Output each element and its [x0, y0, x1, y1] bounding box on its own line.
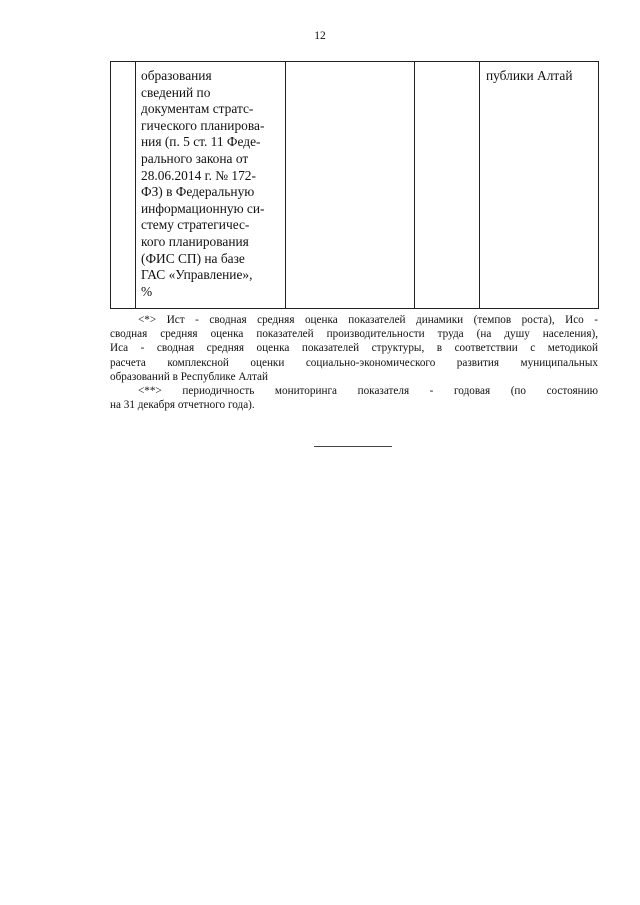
table-row [111, 62, 599, 309]
footnote-2-line: <**> периодичность мониторинга показателя - годовая (по состоянию [138, 385, 598, 398]
indicator-text-line: ния (п. 5 ст. 11 Феде- [141, 134, 261, 150]
indicator-text-line: кого планирования [141, 233, 249, 249]
indicator-text-line: % [141, 283, 153, 299]
table-cell-indicator [136, 62, 286, 309]
footnote-2-line: на 31 декабря отчетного года). [110, 399, 255, 412]
table-cell-number [111, 62, 136, 309]
footnote-1-line: сводная средняя оценка показателей производительности труда (на душу населения), [110, 328, 598, 341]
indicator-text-line: образования [141, 68, 212, 83]
table-cell-source [480, 62, 599, 309]
indicator-text-line: (ФИС СП) на базе [141, 250, 245, 266]
indicator-text-line: ФЗ) в Федеральную [141, 184, 255, 200]
page-number: 12 [314, 30, 326, 42]
indicator-text-line: документам стратс- [141, 101, 254, 117]
indicator-text-line: 28.06.2014 г. № 172- [141, 167, 256, 183]
indicator-text-line: сведений по [141, 84, 211, 100]
footnote-1-line: расчета комплексной оценки социально-экономического развития муниципальных [110, 356, 598, 369]
indicator-table [110, 61, 599, 309]
indicator-text-line: ГАС «Управление», [141, 267, 253, 283]
footnote-1-line: <*> Ист - сводная средняя оценка показателей динамики (темпов роста), Исо - [138, 314, 598, 326]
source-text: публики Алтай [486, 68, 573, 83]
footnote-1-line: Иса - сводная средняя оценка показателей структуры, в соответствии с методикой [110, 342, 598, 355]
indicator-text-line: стему стратегичес- [141, 217, 250, 233]
table-cell-empty [415, 62, 480, 309]
indicator-text [136, 62, 285, 308]
separator-line [314, 446, 392, 447]
table-cell-empty [286, 62, 415, 309]
indicator-text-line: гического планирова- [141, 117, 265, 133]
indicator-text-line: информационную си- [141, 200, 265, 216]
footnote-1-line: образований в Республике Алтай [110, 370, 268, 383]
footnotes [110, 313, 598, 412]
indicator-text-line: рального закона от [141, 150, 249, 166]
